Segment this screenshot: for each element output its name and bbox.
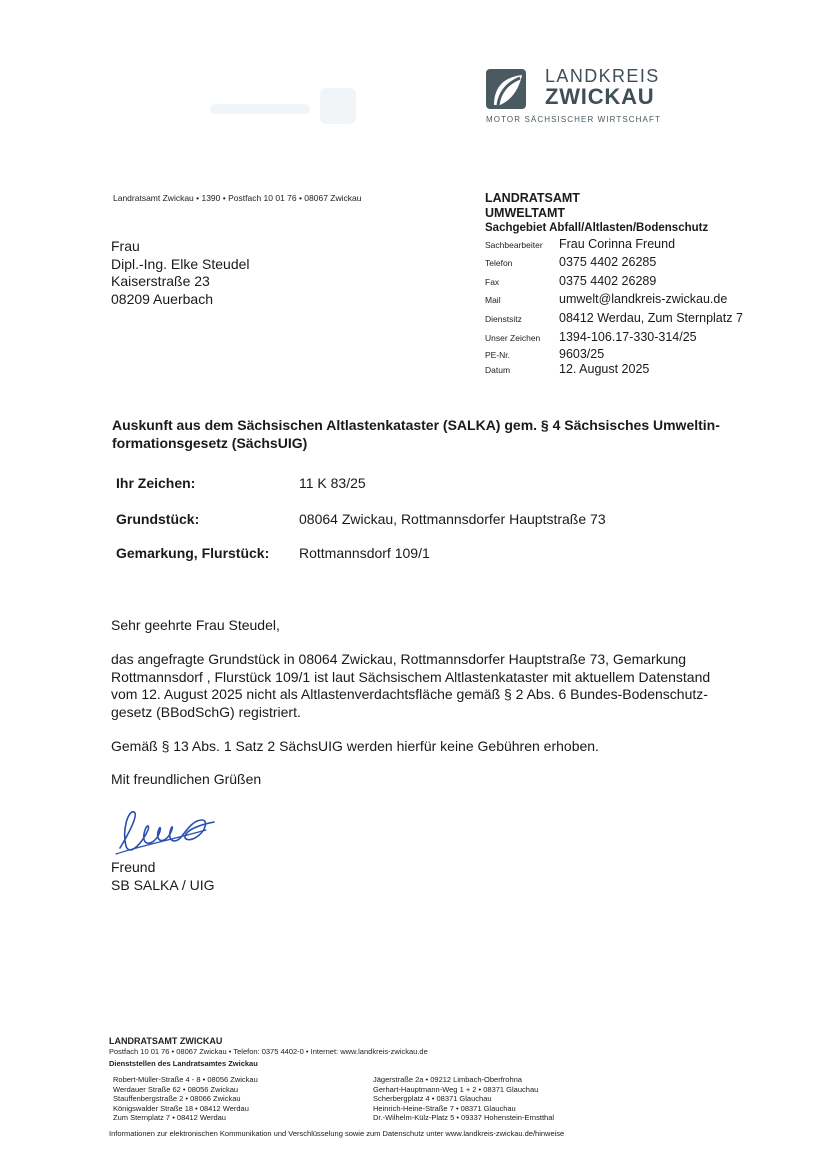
branch-address: Zum Sternplatz 7 • 08412 Werdau (113, 1113, 226, 1123)
reference-key: Grundstück: (116, 511, 200, 527)
info-value: 1394-106.17-330-314/25 (559, 330, 697, 344)
info-value: 9603/25 (559, 347, 605, 361)
info-value: 0375 4402 26285 (559, 255, 657, 269)
body-line: das angefragte Grundstück in 08064 Zwickau, Rottmannsdorfer Hauptstraße 73, Gemarkung (111, 651, 687, 667)
footer-branches-title: Dienststellen des Landratsamtes Zwickau (109, 1059, 258, 1069)
info-label: Datum (485, 365, 511, 375)
footer-org: LANDRATSAMT ZWICKAU (109, 1036, 223, 1046)
body-paragraph-2: Gemäß § 13 Abs. 1 Satz 2 SächsUIG werden hierfür keine Gebühren erhoben. (111, 738, 599, 754)
sender-address-line: Landratsamt Zwickau • 1390 • Postfach 10 01 76 • 08067 Zwickau (113, 193, 362, 203)
footer (109, 1037, 428, 1069)
branch-address: Dr.-Wilhelm-Külz-Platz 5 • 09337 Hohenstein-Ernstthal (373, 1113, 555, 1123)
body-line: Rottmannsdorf , Flurstück 109/1 ist laut Sächsischem Altlastenkataster mit aktuellem Datenstand (111, 668, 711, 685)
body-line: vom 12. August 2025 nicht als Altlastenverdachtsfläche gemäß § 2 Abs. 6 Bundes-Bodenschutz- (111, 686, 708, 703)
reference-key: Ihr Zeichen: (116, 475, 196, 491)
branch-address: Stauffenbergstraße 2 • 08066 Zwickau (113, 1094, 241, 1104)
recipient-address (111, 238, 250, 308)
greeting: Sehr geehrte Frau Steudel, (111, 617, 280, 633)
recipient-street: Kaiserstraße 23 (111, 273, 210, 289)
branch-address: Heinrich-Heine-Straße 7 • 08371 Glauchau (373, 1103, 516, 1113)
office-header (485, 191, 708, 236)
landkreis-leaf-logo-icon (486, 69, 526, 109)
logo-text-line1: LANDKREIS (545, 66, 660, 86)
reference-key: Gemarkung, Flurstück: (116, 545, 270, 561)
landkreis-logo (486, 66, 686, 128)
recipient-name: Dipl.-Ing. Elke Steudel (111, 255, 250, 272)
branch-address: Gerhart-Hauptmann-Weg 1 + 2 • 08371 Glauchau (373, 1084, 539, 1094)
branch-address: Jägerstraße 2a • 09212 Limbach-Oberfrohna (373, 1075, 522, 1084)
office-org: LANDRATSAMT (485, 191, 580, 205)
body-line: gesetz (BBodSchG) registriert. (111, 703, 301, 720)
subject-line1: Auskunft aus dem Sächsischen Altlastenkataster (SALKA) gem. § 4 Sächsisches Umweltin- (112, 417, 720, 433)
info-label: Fax (485, 277, 500, 287)
info-value: 08412 Werdau, Zum Sternplatz 7 (559, 311, 743, 325)
info-label: Mail (485, 295, 501, 305)
branch-address: Werdauer Straße 62 • 08056 Zwickau (113, 1084, 239, 1094)
info-value: 12. August 2025 (559, 362, 650, 376)
info-value: umwelt@landkreis-zwickau.de (559, 292, 728, 306)
recipient-city: 08209 Auerbach (111, 290, 213, 307)
branch-address: Robert-Müller-Straße 4 - 8 • 08056 Zwickau (113, 1075, 258, 1084)
watermark-ghost (210, 86, 370, 130)
info-label: Sachbearbeiter (485, 240, 543, 250)
recipient-salutation: Frau (111, 238, 140, 254)
branch-address: Scherbergplatz 4 • 08371 Glauchau (373, 1094, 492, 1104)
footer-privacy-note: Informationen zur elektronischen Kommunikation und Verschlüsselung sowie zum Datenschutz unter www.landkreis-zwickau.de/hinweise (109, 1129, 565, 1138)
reference-value: 08064 Zwickau, Rottmannsdorfer Hauptstraße 73 (299, 511, 606, 527)
reference-value: 11 K 83/25 (299, 475, 366, 491)
footer-branches-left (113, 1075, 258, 1123)
office-department: UMWELTAMT (485, 206, 566, 220)
body-paragraph-1 (111, 651, 781, 721)
reference-value: Rottmannsdorf 109/1 (299, 545, 430, 561)
info-value: 0375 4402 26289 (559, 274, 657, 288)
logo-text-line2: ZWICKAU (545, 84, 655, 109)
info-value: Frau Corinna Freund (559, 237, 676, 251)
signer-name: Freund (111, 859, 156, 875)
logo-tagline: MOTOR SÄCHSISCHER WIRTSCHAFT (486, 115, 661, 124)
branch-address: Königswalder Straße 18 • 08412 Werdau (113, 1103, 249, 1113)
footer-branches-right (373, 1075, 554, 1123)
closing: Mit freundlichen Grüßen (111, 771, 262, 787)
info-label: Dienstsitz (485, 314, 522, 324)
footer-contact: Postfach 10 01 76 • 08067 Zwickau • Telefon: 0375 4402-0 • Internet: www.landkreis-zwickau.de (109, 1046, 428, 1056)
signer-role: SB SALKA / UIG (111, 877, 215, 893)
info-label: Telefon (485, 258, 513, 268)
subject-line2: formationsgesetz (SächsUIG) (112, 435, 308, 451)
office-section: Sachgebiet Abfall/Altlasten/Bodenschutz (485, 222, 709, 234)
letter-subject (112, 416, 792, 452)
info-label: Unser Zeichen (485, 333, 541, 343)
info-label: PE-Nr. (485, 350, 511, 360)
